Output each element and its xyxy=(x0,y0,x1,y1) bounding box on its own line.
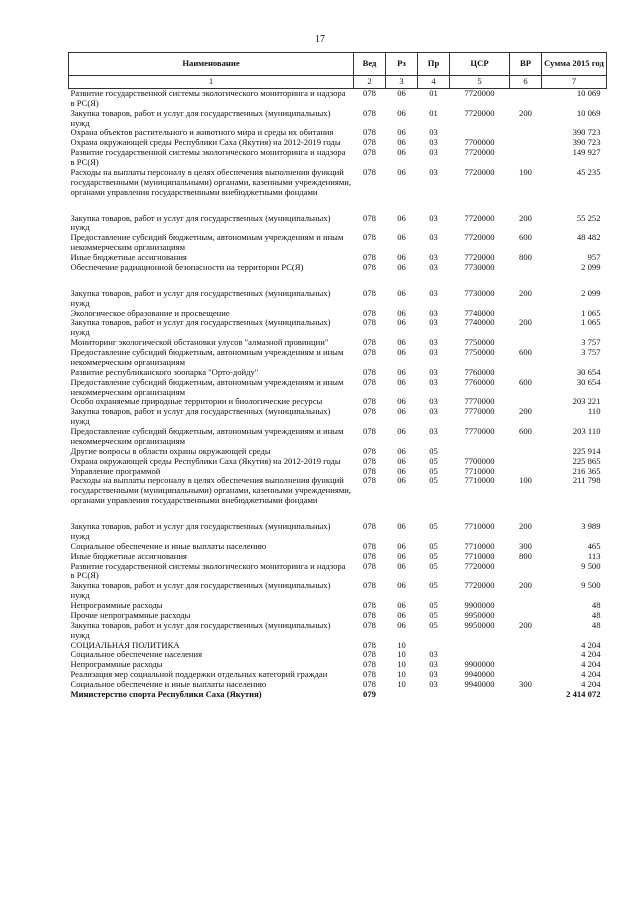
row-name: Развитие государственной системы экологического мониторинга и надзора в РС(Я) xyxy=(70,147,346,167)
row-rz: 06 xyxy=(397,107,406,118)
row-pr: 03 xyxy=(429,366,438,377)
row-sum: 225 914 xyxy=(572,445,601,456)
table-row xyxy=(69,690,607,700)
row-rz: 06 xyxy=(397,166,406,177)
row-pr: 05 xyxy=(429,560,438,571)
page-number: 17 xyxy=(315,34,325,45)
row-ved: 078 xyxy=(363,465,376,476)
row-sum: 957 xyxy=(587,252,601,262)
row-sum: 4 204 xyxy=(581,659,601,670)
row-rz: 06 xyxy=(397,137,406,148)
row-vr: 600 xyxy=(519,347,532,357)
row-csr: 7710000 xyxy=(464,540,495,551)
row-name: Социальное обеспечение населения xyxy=(70,649,203,660)
row-sum: 4 204 xyxy=(581,649,601,660)
table-row xyxy=(69,148,607,168)
row-csr: 7720000 xyxy=(464,166,495,177)
row-pr: 03 xyxy=(429,659,438,670)
row-vr: 600 xyxy=(519,232,532,243)
row-csr: 7700000 xyxy=(464,455,495,466)
table-row xyxy=(69,378,607,398)
row-pr: 05 xyxy=(429,619,438,630)
row-rz: 06 xyxy=(397,550,406,561)
row-ved: 078 xyxy=(363,366,376,377)
row-csr: 7760000 xyxy=(464,366,495,377)
row-vr: 600 xyxy=(519,376,532,387)
row-rz: 06 xyxy=(397,521,406,531)
row-pr: 03 xyxy=(429,307,438,318)
row-rz: 06 xyxy=(397,337,406,348)
row-ved: 078 xyxy=(363,659,376,670)
row-rz: 06 xyxy=(397,560,406,571)
row-sum: 211 798 xyxy=(572,475,601,486)
row-sum: 48 xyxy=(591,600,601,610)
row-sum: 3 757 xyxy=(581,347,601,357)
row-pr: 05 xyxy=(429,521,438,531)
col-number: 6 xyxy=(510,76,542,89)
row-ved: 078 xyxy=(363,287,376,298)
row-rz: 06 xyxy=(397,317,406,328)
row-name: Закупка товаров, работ и услуг для государственных (муниципальных) нужд xyxy=(70,317,331,338)
header-sum: Сумма 2015 год xyxy=(542,53,607,76)
row-vr xyxy=(510,138,542,148)
row-ved: 079 xyxy=(363,688,376,699)
column-number-row xyxy=(69,76,607,89)
row-pr: 05 xyxy=(429,580,438,591)
header-pr: Пр xyxy=(418,53,450,76)
row-pr: 03 xyxy=(429,147,438,158)
row-name: Министерство спорта Республики Саха (Якутия) xyxy=(70,688,262,699)
row-vr: 200 xyxy=(519,580,532,591)
row-sum: 10 069 xyxy=(576,107,601,118)
row-name: Расходы на выплаты персоналу в целях обеспечения выполнения функций государственными (муниципальными) органами, казенными учреждениями, органами управления государственными внебюджетными фондами xyxy=(70,166,352,197)
row-sum: 55 252 xyxy=(576,212,601,223)
row-rz: 06 xyxy=(397,127,406,138)
row-rz: 06 xyxy=(397,609,406,620)
row-name: Экологическое образование и просвещение xyxy=(70,307,230,318)
row-vr: 600 xyxy=(519,426,532,436)
table-body xyxy=(69,88,607,699)
row-name: Закупка товаров, работ и услуг для государственных (муниципальных) нужд xyxy=(70,619,331,640)
row-sum: 1 065 xyxy=(581,317,601,328)
row-pr: 03 xyxy=(429,317,438,328)
row-rz: 06 xyxy=(397,287,406,298)
row-vr: 200 xyxy=(519,406,532,417)
row-rz: 06 xyxy=(397,347,406,357)
row-sum: 10 069 xyxy=(576,87,601,98)
row-sum: 4 204 xyxy=(581,669,601,680)
row-sum: 1 065 xyxy=(581,307,601,318)
row-name: Мониторинг экологической обстановки улусов "алмазной провинции" xyxy=(70,337,329,348)
row-name: Расходы на выплаты персоналу в целях обеспечения выполнения функций государственными (муниципальными) органами, казенными учреждениями, органами управления государственными внебюджетными фондами xyxy=(70,475,352,506)
row-rz: 06 xyxy=(397,376,406,387)
row-pr: 03 xyxy=(429,426,438,436)
row-ved: 078 xyxy=(363,166,376,177)
row-sum: 390 723 xyxy=(572,137,601,148)
row-rz: 06 xyxy=(397,475,406,486)
table-row xyxy=(69,621,607,641)
row-csr: 9900000 xyxy=(464,600,495,610)
row-name: Иные бюджетные ассигнования xyxy=(70,550,187,561)
row-ved: 078 xyxy=(363,580,376,591)
row-name: Закупка товаров, работ и услуг для государственных (муниципальных) нужд xyxy=(70,107,331,128)
row-csr: 9950000 xyxy=(464,609,495,620)
row-rz: 06 xyxy=(397,426,406,436)
row-name: Предоставление субсидий бюджетным, автономным учреждениям и иным некоммерческим организациям xyxy=(70,376,344,397)
row-name: Охрана окружающей среды Республики Саха (Якутия) на 2012-2019 годы xyxy=(70,455,341,466)
row-ved: 078 xyxy=(363,317,376,328)
row-pr: 05 xyxy=(429,600,438,610)
col-number: 3 xyxy=(386,76,418,89)
row-csr: 9940000 xyxy=(464,669,495,680)
row-vr: 100 xyxy=(519,166,532,177)
row-rz: 10 xyxy=(397,659,406,670)
row-ved: 078 xyxy=(363,347,376,357)
row-csr: 7720000 xyxy=(464,147,495,158)
row-pr: 05 xyxy=(429,609,438,620)
row-vr: 200 xyxy=(519,107,532,118)
row-ved: 078 xyxy=(363,609,376,620)
row-vr xyxy=(510,650,542,660)
row-pr: 05 xyxy=(429,475,438,486)
row-name: Закупка товаров, работ и услуг для государственных (муниципальных) нужд xyxy=(70,406,331,427)
row-pr: 05 xyxy=(429,455,438,466)
row-rz: 06 xyxy=(397,232,406,243)
row-rz: 06 xyxy=(397,540,406,551)
row-ved: 078 xyxy=(363,252,376,262)
row-csr: 7710000 xyxy=(464,521,495,531)
row-rz: 10 xyxy=(397,669,406,680)
row-vr: 200 xyxy=(519,317,532,328)
row-name: Развитие государственной системы экологического мониторинга и надзора в РС(Я) xyxy=(70,87,346,108)
col-number: 1 xyxy=(69,76,354,89)
table-row xyxy=(69,522,607,542)
row-sum: 48 xyxy=(591,609,601,620)
row-ved: 078 xyxy=(363,406,376,417)
row-sum: 2 414 072 xyxy=(566,688,601,699)
row-rz: 06 xyxy=(397,87,406,98)
row-csr: 7720000 xyxy=(464,87,495,98)
table-row xyxy=(69,581,607,601)
row-ved: 078 xyxy=(363,396,376,407)
row-sum: 45 235 xyxy=(576,166,601,177)
table-row xyxy=(69,233,607,253)
row-name: Реализация мер социальной поддержки отдельных категорий граждан xyxy=(70,669,328,680)
row-sum: 30 654 xyxy=(576,376,601,387)
row-pr: 05 xyxy=(429,550,438,561)
col-number: 5 xyxy=(450,76,510,89)
row-sum: 4 204 xyxy=(581,679,601,689)
row-csr: 7720000 xyxy=(464,212,495,223)
row-sum: 2 099 xyxy=(581,287,601,298)
table-row xyxy=(69,318,607,338)
row-ved: 078 xyxy=(363,619,376,630)
row-name: Развитие республиканского зоопарка "Орто-дойду" xyxy=(70,366,259,377)
row-ved: 078 xyxy=(363,107,376,118)
row-sum: 216 365 xyxy=(572,465,601,476)
table-header-row xyxy=(69,53,607,76)
row-sum: 9 500 xyxy=(581,560,601,571)
row-pr xyxy=(418,690,450,700)
table-row xyxy=(69,88,607,108)
table-row xyxy=(69,427,607,447)
row-name: Иные бюджетные ассигнования xyxy=(70,252,187,262)
row-rz: 06 xyxy=(397,455,406,466)
row-pr: 03 xyxy=(429,406,438,417)
row-rz: 06 xyxy=(397,252,406,262)
row-ved: 078 xyxy=(363,445,376,456)
row-vr xyxy=(510,562,542,582)
row-vr xyxy=(510,447,542,457)
row-ved: 078 xyxy=(363,376,376,387)
row-rz: 06 xyxy=(397,619,406,630)
row-ved: 078 xyxy=(363,147,376,158)
row-name: Предоставление субсидий бюджетным, автономным учреждениям и иным некоммерческим организациям xyxy=(70,426,344,446)
row-vr: 800 xyxy=(519,550,532,561)
row-vr xyxy=(510,641,542,651)
row-csr: 7750000 xyxy=(464,337,495,348)
row-sum: 203 110 xyxy=(572,426,601,436)
header-rz: Рз xyxy=(386,53,418,76)
row-sum: 4 204 xyxy=(581,639,601,650)
row-vr xyxy=(510,457,542,467)
row-pr: 01 xyxy=(429,107,438,118)
row-pr: 03 xyxy=(429,679,438,689)
table-row xyxy=(69,168,607,214)
header-ved: Вед xyxy=(354,53,386,76)
budget-table xyxy=(68,52,607,700)
row-vr xyxy=(510,263,542,289)
row-vr: 300 xyxy=(519,540,532,551)
row-csr: 7720000 xyxy=(464,252,495,262)
row-vr xyxy=(510,128,542,138)
row-csr: 7730000 xyxy=(464,261,495,272)
row-ved: 078 xyxy=(363,455,376,466)
table-row xyxy=(69,289,607,309)
col-number: 4 xyxy=(418,76,450,89)
row-pr: 01 xyxy=(429,87,438,98)
row-name: Непрограммные расходы xyxy=(70,659,163,670)
row-ved: 078 xyxy=(363,426,376,436)
row-ved: 078 xyxy=(363,550,376,561)
row-name: Предоставление субсидий бюджетным, автономным учреждениям и иным некоммерческим организациям xyxy=(70,347,344,367)
row-pr: 03 xyxy=(429,252,438,262)
row-rz: 06 xyxy=(397,465,406,476)
row-ved: 078 xyxy=(363,540,376,551)
row-sum: 225 865 xyxy=(572,455,601,466)
row-rz: 06 xyxy=(397,396,406,407)
row-sum: 149 927 xyxy=(572,147,601,158)
row-csr: 7700000 xyxy=(464,137,495,148)
row-csr: 7730000 xyxy=(464,287,495,298)
row-pr: 03 xyxy=(429,137,438,148)
row-pr: 03 xyxy=(429,376,438,387)
row-name: Непрограммные расходы xyxy=(70,600,163,610)
row-csr xyxy=(450,690,510,700)
row-name: Обеспечение радиационной безопасности на территории РС(Я) xyxy=(70,261,304,272)
row-name: Другие вопросы в области охраны окружающей среды xyxy=(70,445,271,456)
row-csr: 7720000 xyxy=(464,580,495,591)
row-pr: 03 xyxy=(429,166,438,177)
row-ved: 078 xyxy=(363,137,376,148)
row-csr xyxy=(450,641,510,651)
table-row xyxy=(69,214,607,234)
row-sum: 3 989 xyxy=(581,521,601,531)
row-name: Особо охраняемые природные территории и биологические ресурсы xyxy=(70,396,323,407)
row-rz: 10 xyxy=(397,679,406,689)
header-vr: ВР xyxy=(510,53,542,76)
row-csr: 7740000 xyxy=(464,317,495,328)
header-csr: ЦСР xyxy=(450,53,510,76)
row-name: Предоставление субсидий бюджетным, автономным учреждениям и иным некоммерческим организациям xyxy=(70,232,344,253)
row-vr: 200 xyxy=(519,287,532,298)
row-vr xyxy=(510,148,542,168)
row-vr: 200 xyxy=(519,521,532,531)
row-pr: 03 xyxy=(429,669,438,680)
row-ved: 078 xyxy=(363,127,376,138)
row-pr: 05 xyxy=(429,445,438,456)
row-rz: 06 xyxy=(397,147,406,158)
row-ved: 078 xyxy=(363,232,376,243)
row-name: Прочие непрограммные расходы xyxy=(70,609,191,620)
row-ved: 078 xyxy=(363,600,376,610)
row-vr: 800 xyxy=(519,252,532,262)
table-row xyxy=(69,348,607,368)
row-vr: 300 xyxy=(519,679,532,689)
row-sum: 9 500 xyxy=(581,580,601,591)
row-pr: 03 xyxy=(429,396,438,407)
row-pr: 03 xyxy=(429,212,438,223)
row-rz: 10 xyxy=(397,639,406,650)
row-csr: 7720000 xyxy=(464,560,495,571)
table-row xyxy=(69,476,607,522)
row-sum: 2 099 xyxy=(581,261,601,272)
row-csr: 7710000 xyxy=(464,475,495,486)
row-csr: 9900000 xyxy=(464,659,495,670)
row-sum: 30 654 xyxy=(576,366,601,377)
row-ved: 078 xyxy=(363,212,376,223)
row-pr: 03 xyxy=(429,337,438,348)
row-csr: 7770000 xyxy=(464,396,495,407)
row-pr: 03 xyxy=(429,127,438,138)
row-sum: 48 482 xyxy=(576,232,601,243)
row-vr xyxy=(510,88,542,108)
row-name: Социальное обеспечение и иные выплаты населению xyxy=(70,679,267,689)
table-row xyxy=(69,407,607,427)
row-pr: 03 xyxy=(429,287,438,298)
row-rz: 10 xyxy=(397,649,406,660)
row-csr: 7770000 xyxy=(464,426,495,436)
row-ved: 078 xyxy=(363,261,376,272)
row-sum: 203 221 xyxy=(572,396,601,407)
row-name: Закупка товаров, работ и услуг для государственных (муниципальных) нужд xyxy=(70,212,331,233)
row-rz: 06 xyxy=(397,366,406,377)
row-name: Закупка товаров, работ и услуг для государственных (муниципальных) нужд xyxy=(70,521,331,541)
row-rz xyxy=(386,690,418,700)
row-ved: 078 xyxy=(363,521,376,531)
row-name: СОЦИАЛЬНАЯ ПОЛИТИКА xyxy=(70,639,180,650)
row-sum: 3 757 xyxy=(581,337,601,348)
row-pr: 03 xyxy=(429,261,438,272)
row-rz: 06 xyxy=(397,600,406,610)
row-csr: 7740000 xyxy=(464,307,495,318)
row-pr: 03 xyxy=(429,232,438,243)
row-ved: 078 xyxy=(363,679,376,689)
row-rz: 06 xyxy=(397,445,406,456)
row-vr: 100 xyxy=(519,475,532,486)
row-pr: 03 xyxy=(429,347,438,357)
col-number: 2 xyxy=(354,76,386,89)
table-row xyxy=(69,109,607,129)
table-row xyxy=(69,263,607,289)
row-csr: 7710000 xyxy=(464,550,495,561)
row-sum: 110 xyxy=(587,406,601,417)
row-sum: 113 xyxy=(587,550,601,561)
row-ved: 078 xyxy=(363,649,376,660)
row-csr: 7720000 xyxy=(464,232,495,243)
row-rz: 06 xyxy=(397,261,406,272)
row-name: Развитие государственной системы экологического мониторинга и надзора в РС(Я) xyxy=(70,560,346,581)
row-vr xyxy=(510,690,542,700)
row-csr: 7760000 xyxy=(464,376,495,387)
row-pr: 03 xyxy=(429,649,438,660)
row-rz: 06 xyxy=(397,580,406,591)
row-ved: 078 xyxy=(363,307,376,318)
row-ved: 078 xyxy=(363,87,376,98)
row-name: Закупка товаров, работ и услуг для государственных (муниципальных) нужд xyxy=(70,287,331,308)
row-ved: 078 xyxy=(363,337,376,348)
row-sum: 390 723 xyxy=(572,127,601,138)
col-number: 7 xyxy=(542,76,607,89)
row-ved: 078 xyxy=(363,639,376,650)
row-vr xyxy=(510,660,542,670)
row-name: Управление программой xyxy=(70,465,161,476)
header-name: Наименование xyxy=(69,53,354,76)
row-rz: 06 xyxy=(397,212,406,223)
row-name: Охрана окружающей среды Республики Саха (Якутия) на 2012-2019 годы xyxy=(70,137,341,148)
row-pr: 05 xyxy=(429,465,438,476)
row-pr: 05 xyxy=(429,540,438,551)
row-csr: 7770000 xyxy=(464,406,495,417)
row-sum: 48 xyxy=(591,619,601,630)
row-csr: 9940000 xyxy=(464,679,495,689)
row-vr: 200 xyxy=(519,212,532,223)
row-ved: 078 xyxy=(363,475,376,486)
row-name: Закупка товаров, работ и услуг для государственных (муниципальных) нужд xyxy=(70,580,331,601)
table-row xyxy=(69,562,607,582)
row-sum: 465 xyxy=(587,540,601,551)
row-csr: 7750000 xyxy=(464,347,495,357)
row-name: Социальное обеспечение и иные выплаты населению xyxy=(70,540,267,551)
row-vr xyxy=(510,601,542,611)
row-ved: 078 xyxy=(363,669,376,680)
row-csr: 7710000 xyxy=(464,465,495,476)
row-rz: 06 xyxy=(397,307,406,318)
row-csr: 7720000 xyxy=(464,107,495,118)
row-rz: 06 xyxy=(397,406,406,417)
row-ved: 078 xyxy=(363,560,376,571)
row-vr: 200 xyxy=(519,619,532,630)
row-name: Охрана объектов растительного и животного мира и среды их обитания xyxy=(70,127,334,138)
row-csr: 9950000 xyxy=(464,619,495,630)
